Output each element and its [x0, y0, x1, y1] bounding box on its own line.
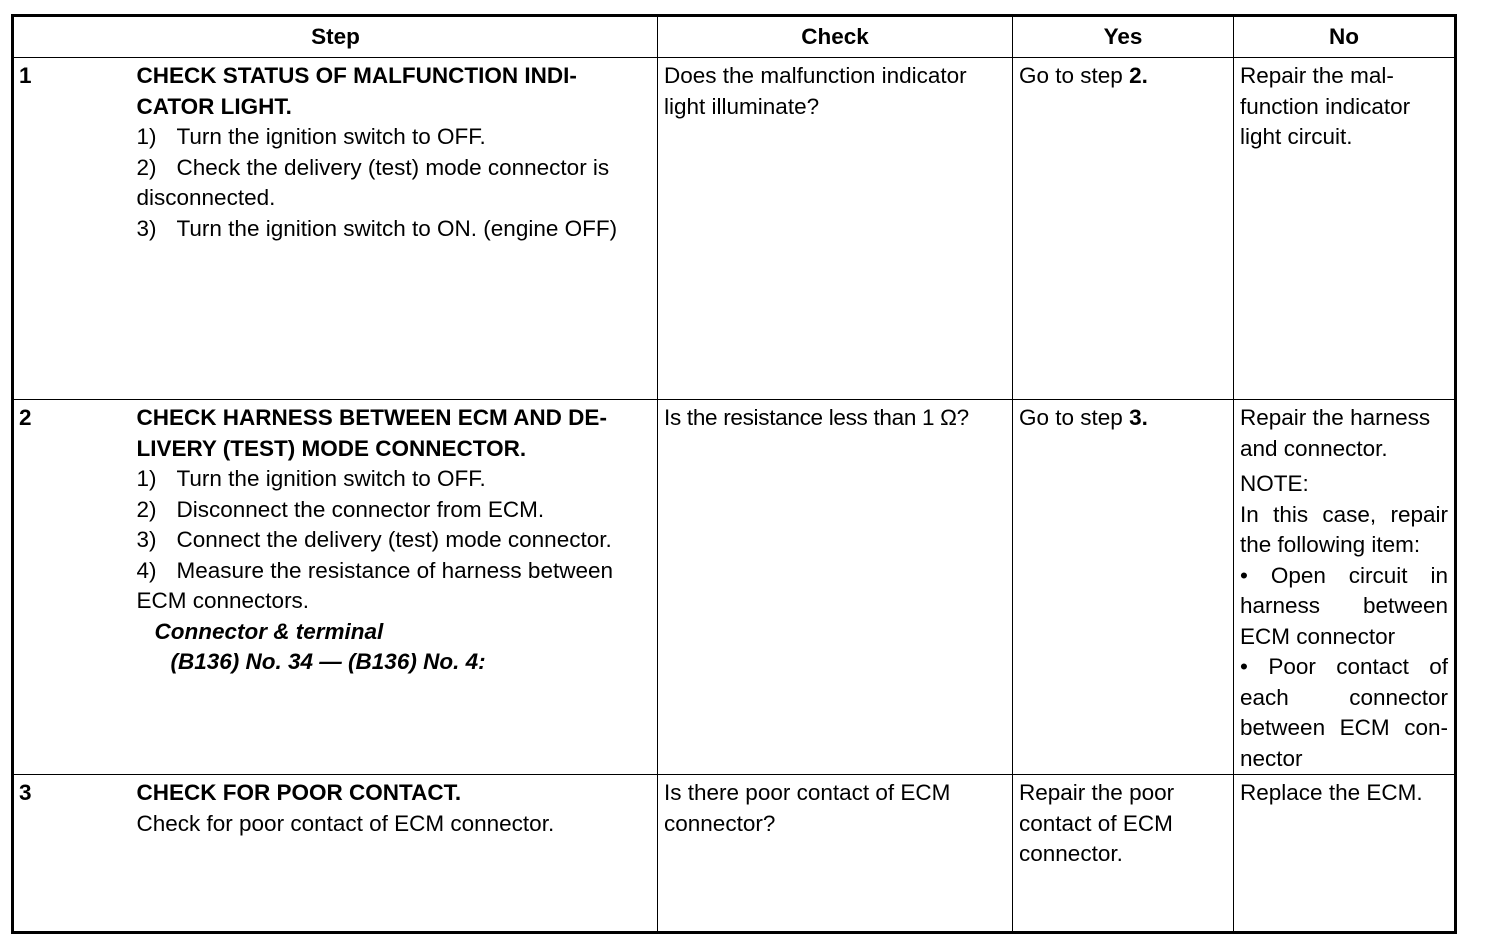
- step-cell: [131, 58, 658, 400]
- sub-step-index: 2): [136, 496, 157, 522]
- table-row: [13, 58, 1456, 400]
- step-number-cell: [13, 775, 131, 933]
- yes-prefix: Go to step: [1019, 63, 1130, 88]
- step-title-line: CHECK HARNESS BETWEEN ECM AND DE-: [136, 405, 607, 430]
- table-row: [13, 400, 1456, 775]
- yes-text: [1013, 58, 1233, 92]
- step-number-cell: [13, 400, 131, 775]
- step-body: Check for poor contact of ECM connector.: [136, 810, 555, 836]
- no-cell: [1234, 58, 1456, 400]
- check-text: Does the malfunction indicator light illuminate?: [664, 63, 967, 119]
- step-number: 1: [19, 63, 32, 88]
- header-step: Step: [13, 16, 658, 58]
- connector-label: Connector & terminal: [154, 618, 384, 644]
- step-title-line: CHECK FOR POOR CONTACT.: [136, 780, 462, 805]
- check-text: Is there poor contact of ECM connector?: [664, 780, 951, 836]
- sub-step: [137, 122, 656, 153]
- sub-step-text: Measure the resistance of harness between ECM connectors.: [136, 557, 613, 613]
- no-cell: [1234, 775, 1456, 933]
- sub-step-text: Turn the ignition switch to ON. (engine OFF): [176, 215, 618, 241]
- yes-cell: [1013, 775, 1234, 933]
- sub-step: [137, 214, 656, 245]
- sub-step-text: Turn the ignition switch to OFF.: [176, 466, 486, 491]
- sub-step-text: Turn the ignition switch to OFF.: [176, 124, 486, 149]
- no-text: Replace the ECM.: [1240, 780, 1423, 805]
- yes-step-ref: 3.: [1129, 405, 1148, 430]
- sub-step-index: 2): [136, 154, 157, 180]
- no-text: Repair the harness and connector.: [1240, 405, 1431, 461]
- sub-step: [137, 525, 656, 556]
- note-bullet: • Open circuit in harness between ECM connector: [1240, 562, 1449, 649]
- table-row: [13, 775, 1456, 933]
- step-cell: [131, 775, 658, 933]
- header-yes: Yes: [1013, 16, 1234, 58]
- sub-step-text: Connect the delivery (test) mode connector.: [176, 527, 612, 552]
- sub-step-index: 3): [136, 527, 157, 552]
- sub-step-text: Check the delivery (test) mode connector is disconnected.: [136, 154, 610, 210]
- check-cell: [658, 775, 1013, 933]
- no-cell: [1234, 400, 1456, 775]
- note-text: In this case, repair the following item:: [1240, 501, 1449, 557]
- sub-step: [137, 556, 656, 617]
- check-text: Is the resistance less than 1 Ω?: [664, 405, 969, 430]
- step-title-line: CATOR LIGHT.: [136, 93, 292, 119]
- step-title-line: LIVERY (TEST) MODE CONNECTOR.: [136, 435, 527, 461]
- sub-step-text: Disconnect the connector from ECM.: [176, 496, 545, 522]
- yes-text: Repair the poor contact of ECM connector.: [1019, 780, 1175, 866]
- check-cell: [658, 58, 1013, 400]
- step-number: 2: [19, 405, 32, 430]
- yes-cell: [1013, 58, 1234, 400]
- sub-step-index: 1): [136, 124, 157, 149]
- step-number: 3: [19, 780, 32, 805]
- header-row: [13, 16, 1456, 58]
- sub-step-index: 1): [136, 466, 157, 491]
- header-no: No: [1234, 16, 1456, 58]
- sub-step: [137, 464, 656, 495]
- sub-step-index: 4): [136, 557, 157, 583]
- sub-step-index: 3): [136, 215, 157, 241]
- note-heading: NOTE:: [1240, 471, 1309, 496]
- yes-prefix: Go to step: [1019, 405, 1130, 430]
- sub-step: [137, 153, 656, 214]
- header-check: Check: [658, 16, 1013, 58]
- yes-text: [1013, 400, 1233, 434]
- diagnostic-table: [11, 14, 1457, 934]
- check-cell: [658, 400, 1013, 775]
- step-number-cell: [13, 58, 131, 400]
- step-cell: [131, 400, 658, 775]
- yes-step-ref: 2.: [1129, 63, 1148, 88]
- no-text: Repair the mal- function indicator light circuit.: [1240, 63, 1411, 149]
- connector-value: (B136) No. 34 — (B136) No. 4:: [170, 649, 486, 674]
- yes-cell: [1013, 400, 1234, 775]
- note-bullet: • Poor contact of each connector between ECM con- nector: [1240, 654, 1449, 771]
- step-title-line: CHECK STATUS OF MALFUNCTION INDI-: [136, 63, 577, 88]
- sub-step: [137, 495, 656, 526]
